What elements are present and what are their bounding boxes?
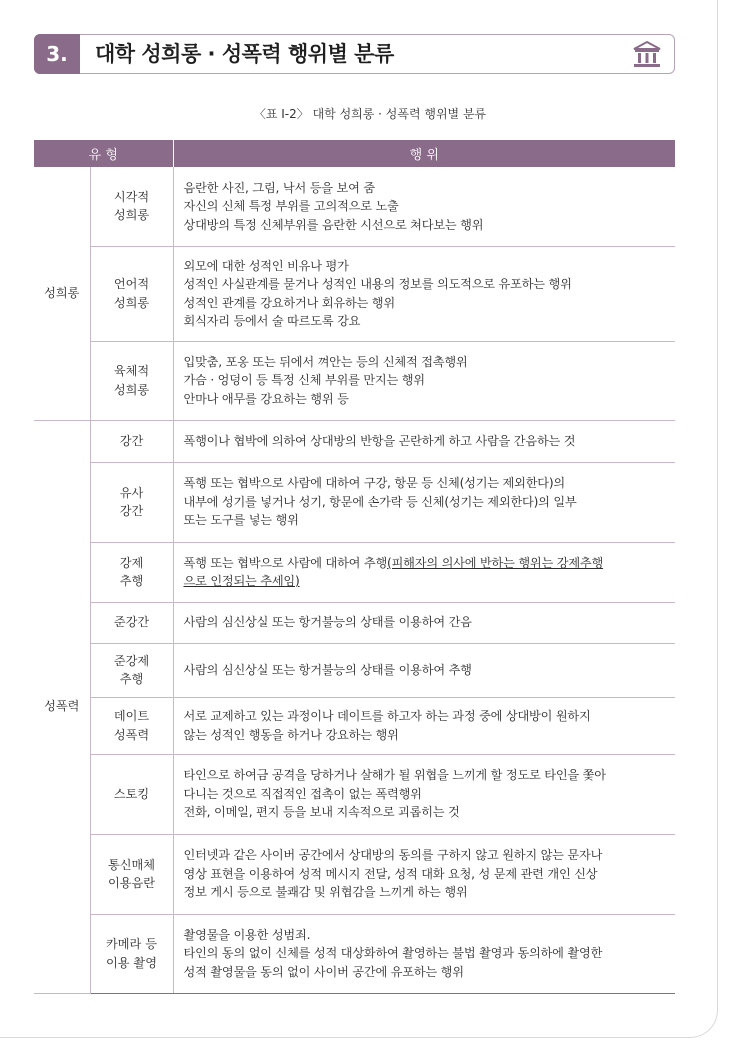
- subtype-cell: 강간: [90, 420, 173, 462]
- subtype-cell: 카메라 등 이용 촬영: [90, 914, 173, 993]
- table-caption: 〈표 Ⅰ-2〉 대학 성희롱 · 성폭력 행위별 분류: [253, 107, 487, 121]
- subtype-cell: 시각적 성희롱: [90, 167, 173, 246]
- behavior-cell: 폭행이나 협박에 의하여 상대방의 반항을 곤란하게 하고 사람을 간음하는 것: [173, 420, 675, 462]
- subtype-cell: 유사 강간: [90, 462, 173, 542]
- table-row: [34, 167, 675, 246]
- classification-table: [34, 140, 675, 994]
- behavior-cell: 사람의 심신상실 또는 항거불능의 상태를 이용하여 간음: [173, 602, 675, 643]
- section-title: 대학 성희롱 · 성폭력 행위별 분류: [95, 42, 394, 66]
- table-row: [34, 542, 675, 602]
- table-row: [34, 754, 675, 834]
- behavior-cell: 서로 교제하고 있는 과정이나 데이트를 하고자 하는 과정 중에 상대방이 원하지 않는 성적인 행동을 하거나 강요하는 행위: [173, 697, 675, 754]
- subtype-cell: 통신매체 이용음란: [90, 834, 173, 914]
- table-row: [34, 697, 675, 754]
- table-row: [34, 643, 675, 697]
- table-body: [34, 167, 675, 993]
- table-row: [34, 602, 675, 643]
- header-type: 유 형: [34, 140, 173, 167]
- subtype-cell: 데이트 성폭력: [90, 697, 173, 754]
- table-header-row: [34, 140, 675, 167]
- behavior-cell: 음란한 사진, 그림, 낙서 등을 보여 줌 자신의 신체 특정 부위를 고의적으로 노출 상대방의 특정 신체부위를 음란한 시선으로 쳐다보는 행위: [173, 167, 675, 246]
- behavior-cell: 인터넷과 같은 사이버 공간에서 상대방의 동의를 구하지 않고 원하지 않는 문자나 영상 표현을 이용하여 성적 메시지 전달, 성적 대화 요청, 성 문제 관련 개인 신상 정보 게시 등으로 불쾌감 및 위협감을 느끼게 하는 행위: [173, 834, 675, 914]
- table-row: [34, 834, 675, 914]
- behavior-cell: 사람의 심신상실 또는 항거불능의 상태를 이용하여 추행: [173, 643, 675, 697]
- table-row: [34, 341, 675, 420]
- table-row: [34, 246, 675, 341]
- table-row: [34, 462, 675, 542]
- subtype-cell: 육체적 성희롱: [90, 341, 173, 420]
- behavior-cell: 폭행 또는 협박으로 사람에 대하여 추행(피해자의 의사에 반하는 행위는 강제추행 으로 인정되는 추세임): [173, 542, 675, 602]
- behavior-cell: 외모에 대한 성적인 비유나 평가 성적인 사실관계를 묻거나 성적인 내용의 정보를 의도적으로 유포하는 행위 성적인 관계를 강요하거나 회유하는 행위 회식자리 등에서 술 따르도록 강요: [173, 246, 675, 341]
- subtype-cell: 강제 추행: [90, 542, 173, 602]
- subtype-cell: 언어적 성희롱: [90, 246, 173, 341]
- subtype-cell: 준강제 추행: [90, 643, 173, 697]
- behavior-cell: 폭행 또는 협박으로 사람에 대하여 구강, 항문 등 신체(성기는 제외한다)의 내부에 성기를 넣거나 성기, 항문에 손가락 등 신체(성기는 제외한다)의 일부 또는 도구를 넣는 행위: [173, 462, 675, 542]
- behavior-cell: 입맞춤, 포옹 또는 뒤에서 껴안는 등의 신체적 접촉행위 가슴 · 엉덩이 등 특정 신체 부위를 만지는 행위 안마나 애무를 강요하는 행위 등: [173, 341, 675, 420]
- section-title-bar: [34, 34, 675, 74]
- category-cell: 성희롱: [34, 167, 90, 420]
- table-row: [34, 420, 675, 462]
- behavior-cell: 타인으로 하여금 공격을 당하거나 살해가 될 위협을 느끼게 할 정도로 타인을 쫓아 다니는 것으로 직접적인 접촉이 없는 폭력행위 전화, 이메일, 편지 등을 보내 지속적으로 괴롭히는 것: [173, 754, 675, 834]
- category-cell: 성폭력: [34, 420, 90, 993]
- table-row: [34, 914, 675, 993]
- section-number: 3.: [34, 34, 80, 74]
- subtype-cell: 스토킹: [90, 754, 173, 834]
- header-behavior: 행 위: [173, 140, 675, 167]
- subtype-cell: 준강간: [90, 602, 173, 643]
- behavior-cell: 촬영물을 이용한 성범죄. 타인의 동의 없이 신체를 성적 대상화하여 촬영하는 불법 촬영과 동의하에 촬영한 성적 촬영물을 동의 없이 사이버 공간에 유포하는 행위: [173, 914, 675, 993]
- university-building-icon: [632, 40, 662, 68]
